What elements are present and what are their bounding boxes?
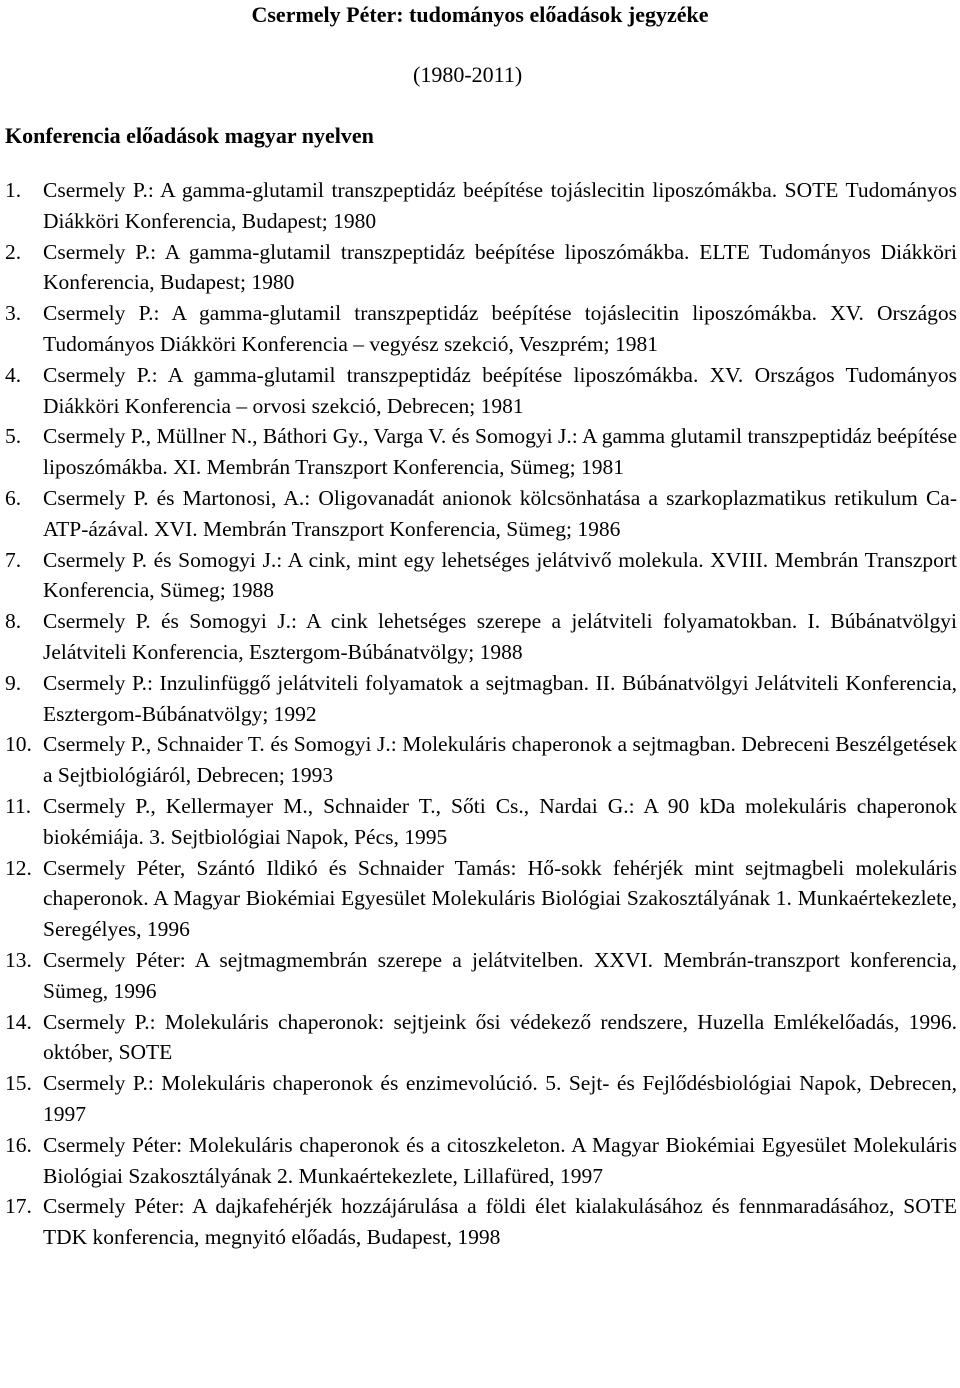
item-text: Csermely Péter: A dajkafehérjék hozzájárulása a földi élet kialakulásához és fennmaradásához, SOTE TDK konferencia, megnyitó előadás, Budapest, 1998 [43, 1194, 957, 1250]
item-text: Csermely P.: A gamma-glutamil transzpeptidáz beépítése liposzómákba. ELTE Tudományos Diákköri Konferencia, Budapest; 1980 [43, 239, 957, 295]
item-text: Csermely P.: A gamma-glutamil transzpeptidáz beépítése tojáslecitin liposzómákba. XV. Országos Tudományos Diákköri Konferencia – vegyész szekció, Veszprém; 1981 [43, 301, 957, 356]
item-number: 1. [5, 178, 22, 202]
item-number: 7. [5, 547, 22, 572]
item-text: Csermely P., Müllner N., Báthori Gy., Varga V. és Somogyi J.: A gamma glutamil transzpeptidáz beépítése liposzómákba. XI. Membrán Transzport Konferencia, Sümeg; 1981 [43, 424, 957, 480]
list-item [0, 175, 957, 237]
item-text: Csermely P.: A gamma-glutamil transzpeptidáz beépítése tojáslecitin liposzómákba. SOTE Tudományos Diákköri Konferencia, Budapest; 1980 [43, 178, 957, 233]
item-text: Csermely P. és Somogyi J.: A cink, mint egy lehetséges jelátvivő molekula. XVIII. Membrán Transzport Konferencia, Sümeg; 1988 [43, 547, 957, 603]
item-number: 11. [5, 793, 32, 818]
document-title: Csermely Péter: tudományos előadások jegyzéke [251, 2, 709, 27]
date-range: (1980-2011) [413, 62, 523, 87]
item-text: Csermely P.: Inzulinfüggő jelátviteli folyamatok a sejtmagban. II. Búbánatvölgyi Jelátviteli Konferencia, Esztergom-Búbánatvölgy; 1992 [43, 670, 957, 726]
item-number: 6. [5, 485, 22, 510]
item-text: Csermely P.: Molekuláris chaperonok és enzimevolúció. 5. Sejt- és Fejlődésbiológiai Napok, Debrecen, 1997 [43, 1071, 957, 1126]
list-item [0, 1068, 957, 1130]
item-number: 15. [5, 1071, 32, 1096]
item-number: 8. [5, 609, 22, 634]
item-number: 3. [5, 301, 22, 326]
item-number: 2. [5, 239, 22, 264]
list-item [0, 1130, 957, 1192]
list-item [0, 421, 957, 483]
list-item [0, 606, 957, 668]
item-number: 14. [5, 1009, 32, 1034]
item-number: 13. [5, 947, 32, 972]
item-text: Csermely Péter: A sejtmagmembrán szerepe a jelátvitelben. XXVI. Membrán-transzport konferencia, Sümeg, 1996 [43, 947, 957, 1003]
item-text: Csermely P. és Martonosi, A.: Oligovanadát anionok kölcsönhatása a szarkoplazmatikus retikulum Ca-ATP-ázával. XVI. Membrán Transzport Konferencia, Sümeg; 1986 [43, 485, 957, 541]
item-number: 4. [5, 362, 22, 387]
item-text: Csermely Péter: Molekuláris chaperonok és a citoszkeleton. A Magyar Biokémiai Egyesület Molekuláris Biológiai Szakosztályának 2. Munkaértekezlete, Lillafüred, 1997 [43, 1132, 957, 1188]
list-item [0, 729, 957, 791]
list-item [0, 360, 957, 422]
item-number: 10. [5, 732, 32, 757]
item-number: 12. [5, 855, 32, 880]
item-number: 5. [5, 424, 22, 449]
list-item [0, 791, 957, 853]
list-item [0, 1191, 957, 1253]
list-item [0, 545, 957, 607]
list-item [0, 237, 957, 299]
item-text: Csermely P. és Somogyi J.: A cink lehetséges szerepe a jelátviteli folyamatokban. I. Búbánatvölgyi Jelátviteli Konferencia, Esztergom-Búbánatvölgy; 1988 [43, 609, 957, 664]
list-item [0, 298, 957, 360]
lecture-list [0, 175, 957, 1253]
item-number: 9. [5, 670, 22, 695]
item-text: Csermely Péter, Szántó Ildikó és Schnaider Tamás: Hő-sokk fehérjék mint sejtmagbeli molekuláris chaperonok. A Magyar Biokémiai Egyesület Molekuláris Biológiai Szakosztályának 1. Munkaértekezlete, Seregélyes, 1996 [43, 855, 957, 942]
list-item [0, 483, 957, 545]
item-number: 17. [5, 1194, 32, 1219]
item-number: 16. [5, 1132, 32, 1157]
item-text: Csermely P., Schnaider T. és Somogyi J.: Molekuláris chaperonok a sejtmagban. Debreceni Beszélgetések a Sejtbiológiáról, Debrecen; 1993 [43, 732, 957, 788]
list-item [0, 668, 957, 730]
list-item [0, 853, 957, 945]
item-text: Csermely P.: A gamma-glutamil transzpeptidáz beépítése liposzómákba. XV. Országos Tudományos Diákköri Konferencia – orvosi szekció, Debrecen; 1981 [43, 362, 957, 418]
item-text: Csermely P.: Molekuláris chaperonok: sejtjeink ősi védekező rendszere, Huzella Emlékelőadás, 1996. október, SOTE [43, 1009, 957, 1065]
item-text: Csermely P., Kellermayer M., Schnaider T., Sőti Cs., Nardai G.: A 90 kDa molekuláris chaperonok biokémiája. 3. Sejtbiológiai Napok, Pécs, 1995 [43, 793, 957, 849]
section-heading: Konferencia előadások magyar nyelven [5, 123, 374, 148]
list-item [0, 1007, 957, 1069]
list-item [0, 945, 957, 1007]
